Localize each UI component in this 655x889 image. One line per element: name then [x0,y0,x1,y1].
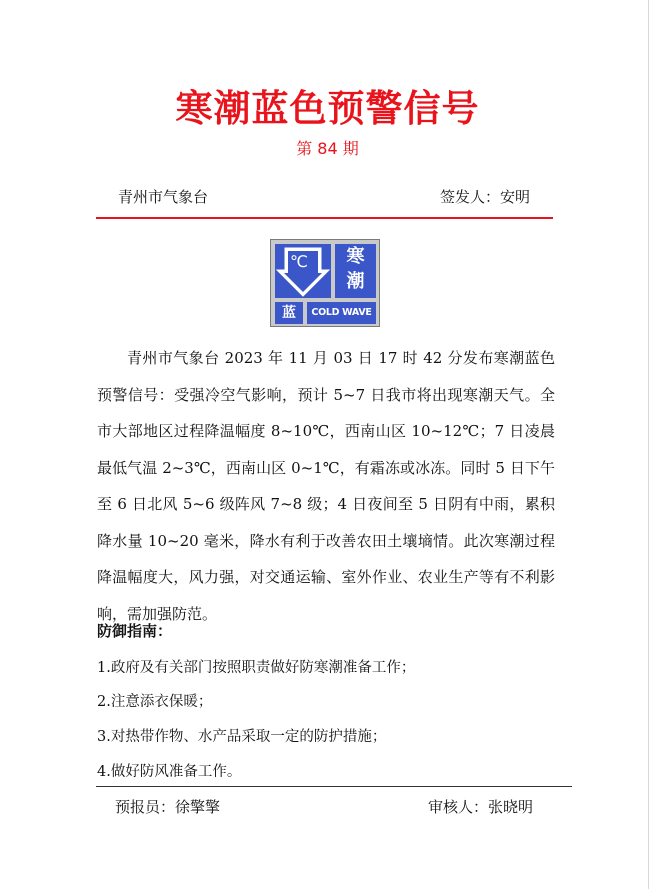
guidance-item: 1.政府及有关部门按照职责做好防寒潮准备工作； [97,660,416,676]
reviewer: 审核人：张晓明 [428,798,534,816]
warning-body: 青州市气象台 2023 年 11 月 03 日 17 时 42 分发布寒潮蓝色预警信号：受强冷空气影响，预计 5~7 日我市将出现寒潮天气。全市大部地区过程降温幅度 8~10℃，西南山区 10~12℃；7 日凌晨最低气温 2~3℃，西南山区 0~1℃，有霜冻或冰冻。同时 5 日下午至 6 日北风 5~6 级阵风 7~8 级；4 日夜间至 5 日阴有中雨，累积降水量 10~20 毫米，降水有利于改善农田土壤墒情。此次寒潮过程降温幅度大，风力强，对交通运输、室外作业、农业生产等有不利影响，需加强防范。 [97,349,555,623]
celsius-symbol: ℃ [290,252,308,271]
issuing-organization: 青州市气象台 [118,188,209,206]
footer-divider [96,786,572,787]
issue-number: 第 84 期 [296,139,359,158]
signer: 签发人：安明 [440,188,531,206]
cold-char: 寒 [346,246,365,267]
cold-wave-english: COLD WAVE [307,302,376,324]
cold-wave-blue-warning-icon [270,239,380,327]
guidance-item: 2.注意添衣保暖； [97,694,213,710]
document-title: 寒潮蓝色预警信号 [175,87,480,130]
temperature-down-icon [275,244,331,298]
guidance-item: 3.对热带作物、水产品采取一定的防护措施； [97,729,387,745]
tide-char: 潮 [346,271,365,292]
page-edge-line [648,0,649,889]
forecaster: 预报员：徐擎擎 [115,798,221,816]
header-divider [96,217,553,219]
cold-wave-characters [335,244,376,298]
blue-level-char: 蓝 [275,302,303,324]
guidance-heading: 防御指南： [97,622,173,640]
guidance-item: 4.做好防风准备工作。 [97,764,242,780]
